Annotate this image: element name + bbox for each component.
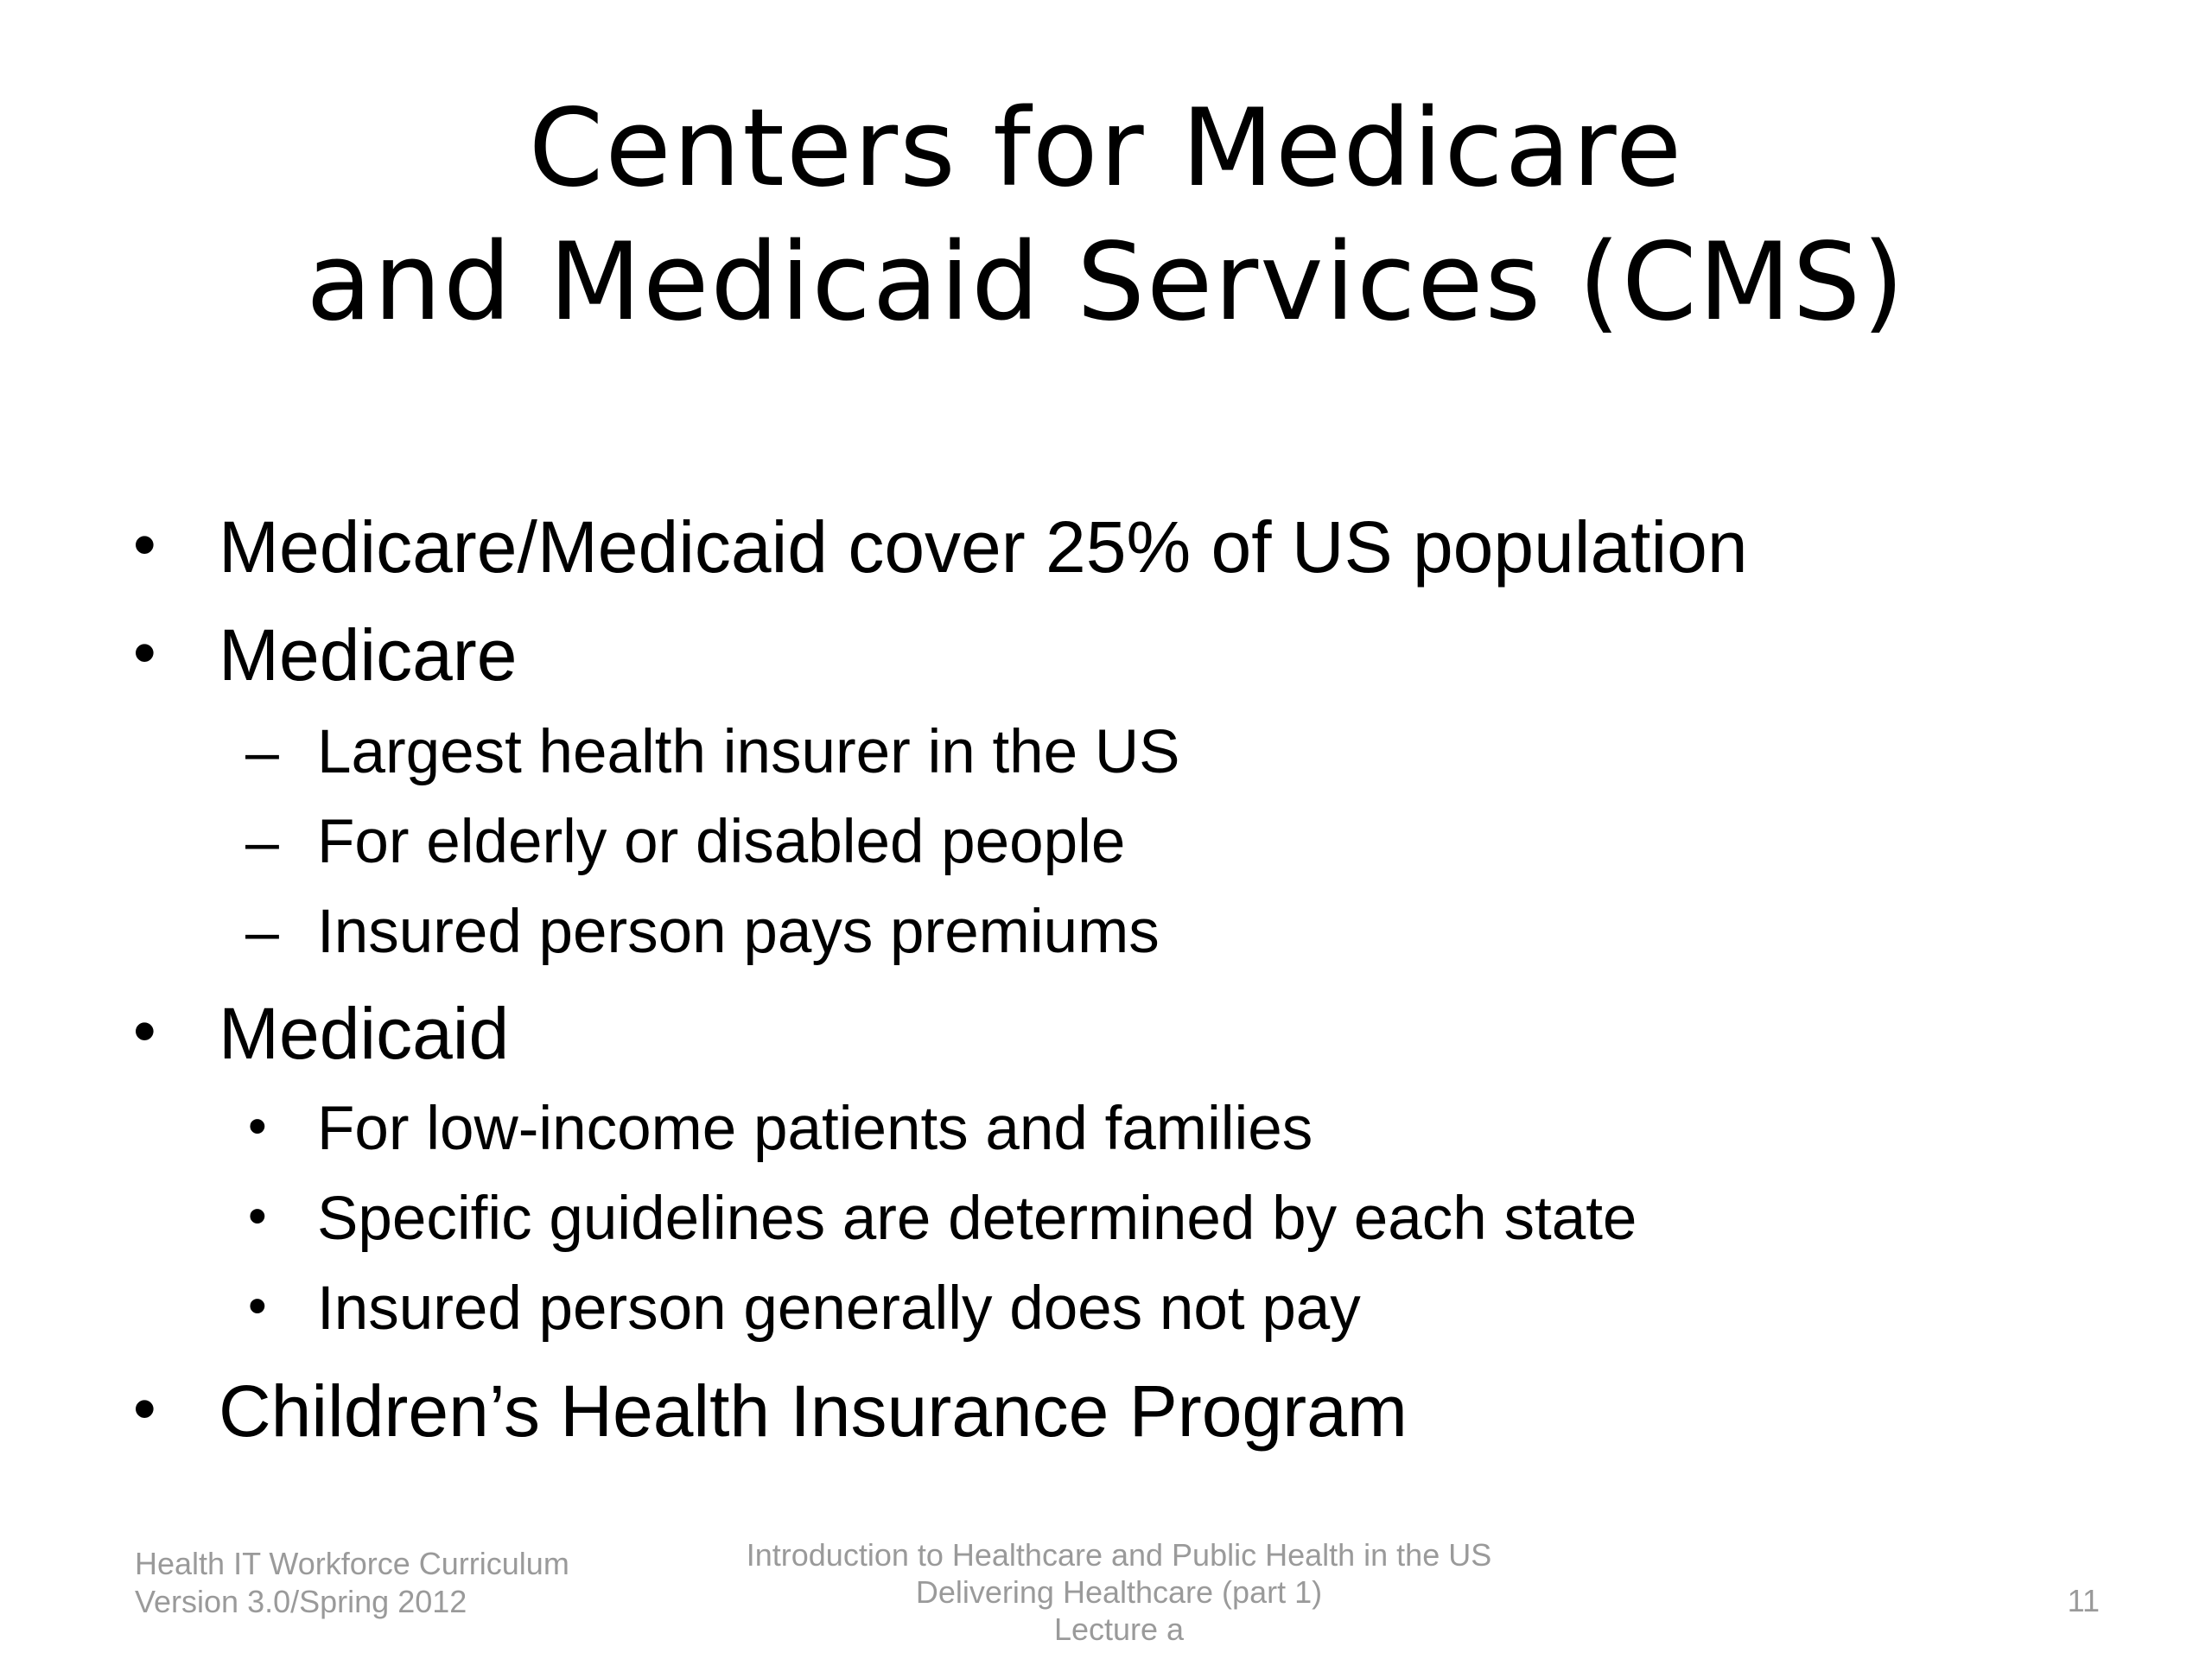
bullet-marker: •	[133, 995, 156, 1068]
bullet-marker: •	[248, 1186, 267, 1246]
sub-bullet-text: For elderly or disabled people	[317, 808, 1126, 876]
bullet-text: Medicare	[219, 614, 518, 696]
bullet-text: Children’s Health Insurance Program	[219, 1370, 1408, 1452]
footer-course-info	[674, 1536, 1564, 1648]
dash-marker: –	[245, 808, 279, 875]
page-number: 11	[2067, 1583, 2100, 1618]
bullet-text: Medicaid	[219, 993, 510, 1074]
footer-course-line-2: Delivering Healthcare (part 1)	[915, 1574, 1323, 1610]
footer-curriculum-line-1: Health IT Workforce Curriculum	[135, 1546, 569, 1581]
sub-bullet-text: Insured person generally does not pay	[317, 1274, 1361, 1343]
sub-bullet-text: Specific guidelines are determined by each state	[317, 1185, 1637, 1253]
dash-marker: –	[245, 718, 279, 785]
footer-curriculum-line-2: Version 3.0/Spring 2012	[135, 1584, 467, 1619]
bullet-marker: •	[133, 1372, 156, 1446]
bullet-marker: •	[133, 508, 156, 582]
bullet-marker: •	[133, 616, 156, 690]
sub-bullet-text: For low-income patients and families	[317, 1095, 1313, 1163]
sub-bullet-text: Insured person pays premiums	[317, 898, 1160, 966]
slide-title-line-2: and Medicaid Services (CMS)	[306, 220, 1906, 345]
sub-bullet-text: Largest health insurer in the US	[317, 718, 1180, 786]
footer-course-line-1: Introduction to Healthcare and Public Health in the US	[746, 1537, 1492, 1573]
footer-curriculum	[135, 1545, 569, 1621]
bullet-marker: •	[248, 1276, 267, 1336]
bullet-text: Medicare/Medicaid cover 25% of US population	[219, 506, 1748, 588]
slide-title-line-1: Centers for Medicare	[528, 86, 1684, 211]
footer-course-line-3: Lecture a	[1053, 1611, 1185, 1647]
bullet-marker: •	[248, 1096, 267, 1156]
dash-marker: –	[245, 898, 279, 965]
